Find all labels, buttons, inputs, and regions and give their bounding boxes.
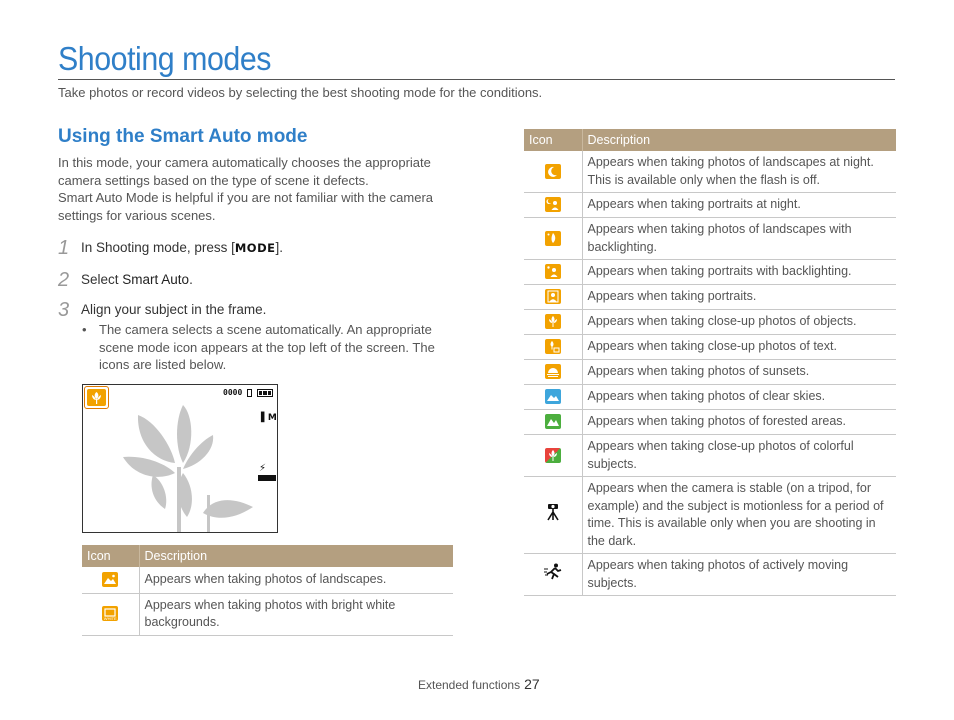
table-row	[524, 435, 896, 477]
bullet-text: The camera selects a scene automatically. An appropriate scene mode icon appears at the top left of the screen. The icons are listed below.	[99, 322, 435, 372]
icon-column-header: Icon	[524, 129, 582, 151]
table-row	[82, 567, 453, 593]
row-description: Appears when taking photos of forested areas.	[582, 410, 896, 435]
row-description: Appears when taking photos of sunsets.	[582, 360, 896, 385]
table-row	[524, 360, 896, 385]
backlight-portrait-icon	[545, 264, 561, 279]
white-icon-label: WHITE	[103, 616, 117, 622]
step-text-end: ].	[275, 240, 283, 255]
scene-mode-indicator	[84, 386, 109, 409]
row-description: Appears when taking photos of landscapes with backlighting.	[582, 218, 896, 260]
table-row	[524, 151, 896, 193]
intro-paragraph-2: Smart Auto Mode is helpful if you are not familiar with the camera settings for various scenes.	[58, 190, 434, 223]
step-3-bullet	[82, 321, 442, 374]
camera-screen-preview	[82, 384, 278, 533]
memory-icon	[247, 389, 252, 397]
step-number: 2	[58, 269, 70, 291]
page-footer	[418, 676, 540, 692]
table-row	[82, 593, 453, 635]
table-row	[524, 310, 896, 335]
table-row	[524, 385, 896, 410]
table-header-row	[82, 545, 453, 567]
step-1	[58, 237, 283, 260]
step-number: 1	[58, 237, 70, 259]
table-row	[524, 335, 896, 360]
battery-icon	[257, 389, 273, 397]
mode-key: MODE	[234, 241, 276, 255]
title-divider	[58, 79, 895, 80]
row-description: Appears when taking photos with bright white backgrounds.	[139, 593, 453, 635]
row-description: Appears when taking close-up photos of objects.	[582, 310, 896, 335]
row-description: Appears when taking portraits.	[582, 285, 896, 310]
step-number: 3	[58, 299, 70, 321]
macro-color-icon	[545, 448, 561, 463]
iso-icon	[258, 475, 276, 481]
sunset-icon	[545, 364, 561, 379]
bullet-dot: •	[82, 322, 87, 337]
row-description: Appears when taking close-up photos of colorful subjects.	[582, 435, 896, 477]
macro-text-icon	[545, 339, 561, 354]
tripod-icon	[544, 502, 562, 528]
flash-icon: ⚡	[259, 463, 267, 474]
step-2	[58, 269, 193, 292]
icon-column-header: Icon	[82, 545, 139, 567]
table-row	[524, 218, 896, 260]
footer-section-name: Extended functions	[418, 678, 521, 692]
night-portrait-icon	[545, 197, 561, 212]
right-icon-table	[524, 129, 896, 596]
row-description: Appears when taking close-up photos of text.	[582, 335, 896, 360]
step-text: Align your subject in the frame.	[81, 302, 267, 317]
table-row	[524, 410, 896, 435]
night-landscape-icon	[545, 164, 561, 179]
page-number: 27	[524, 676, 540, 692]
table-row	[524, 193, 896, 218]
row-description: Appears when taking photos of landscapes at night. This is available only when the flash is off.	[582, 151, 896, 193]
action-icon	[543, 562, 563, 588]
macro-icon	[545, 314, 561, 329]
row-description: Appears when the camera is stable (on a tripod, for example) and the subject is motionless for a period of time. This is available only when you are shooting in the dark.	[582, 477, 896, 554]
section-heading: Using the Smart Auto mode	[58, 126, 308, 147]
page-subtitle: Take photos or record videos by selecting the best shooting mode for the conditions.	[58, 85, 543, 100]
intro-paragraph-1: In this mode, your camera automatically chooses the appropriate camera settings based on the type of scene it defects.	[58, 155, 431, 188]
table-row	[524, 477, 896, 554]
row-description: Appears when taking photos of landscapes.	[139, 567, 453, 593]
description-column-header: Description	[582, 129, 896, 151]
row-description: Appears when taking photos of clear skies.	[582, 385, 896, 410]
flower-silhouette	[83, 385, 278, 533]
step-text-end: .	[189, 272, 193, 287]
step-3	[58, 299, 266, 322]
white-background-icon	[102, 606, 118, 621]
forest-icon	[545, 414, 561, 429]
macro-icon	[87, 389, 106, 406]
table-row	[524, 554, 896, 596]
step-text: Select	[81, 272, 123, 287]
table-row	[524, 260, 896, 285]
row-description: Appears when taking portraits at night.	[582, 193, 896, 218]
section-intro	[58, 154, 458, 224]
table-row	[524, 285, 896, 310]
photo-size-icon: ▌M	[261, 413, 277, 423]
portrait-icon	[545, 289, 561, 304]
smart-auto-label: Smart Auto	[122, 272, 190, 287]
page-title: Shooting modes	[58, 40, 271, 77]
left-icon-table	[82, 545, 453, 636]
description-column-header: Description	[139, 545, 453, 567]
row-description: Appears when taking portraits with backlighting.	[582, 260, 896, 285]
row-description: Appears when taking photos of actively moving subjects.	[582, 554, 896, 596]
blue-sky-icon	[545, 389, 561, 404]
table-header-row	[524, 129, 896, 151]
landscape-icon	[102, 572, 118, 587]
step-text: In Shooting mode, press [	[81, 240, 235, 255]
backlight-landscape-icon	[545, 231, 561, 246]
shot-counter: 0000	[223, 388, 243, 397]
